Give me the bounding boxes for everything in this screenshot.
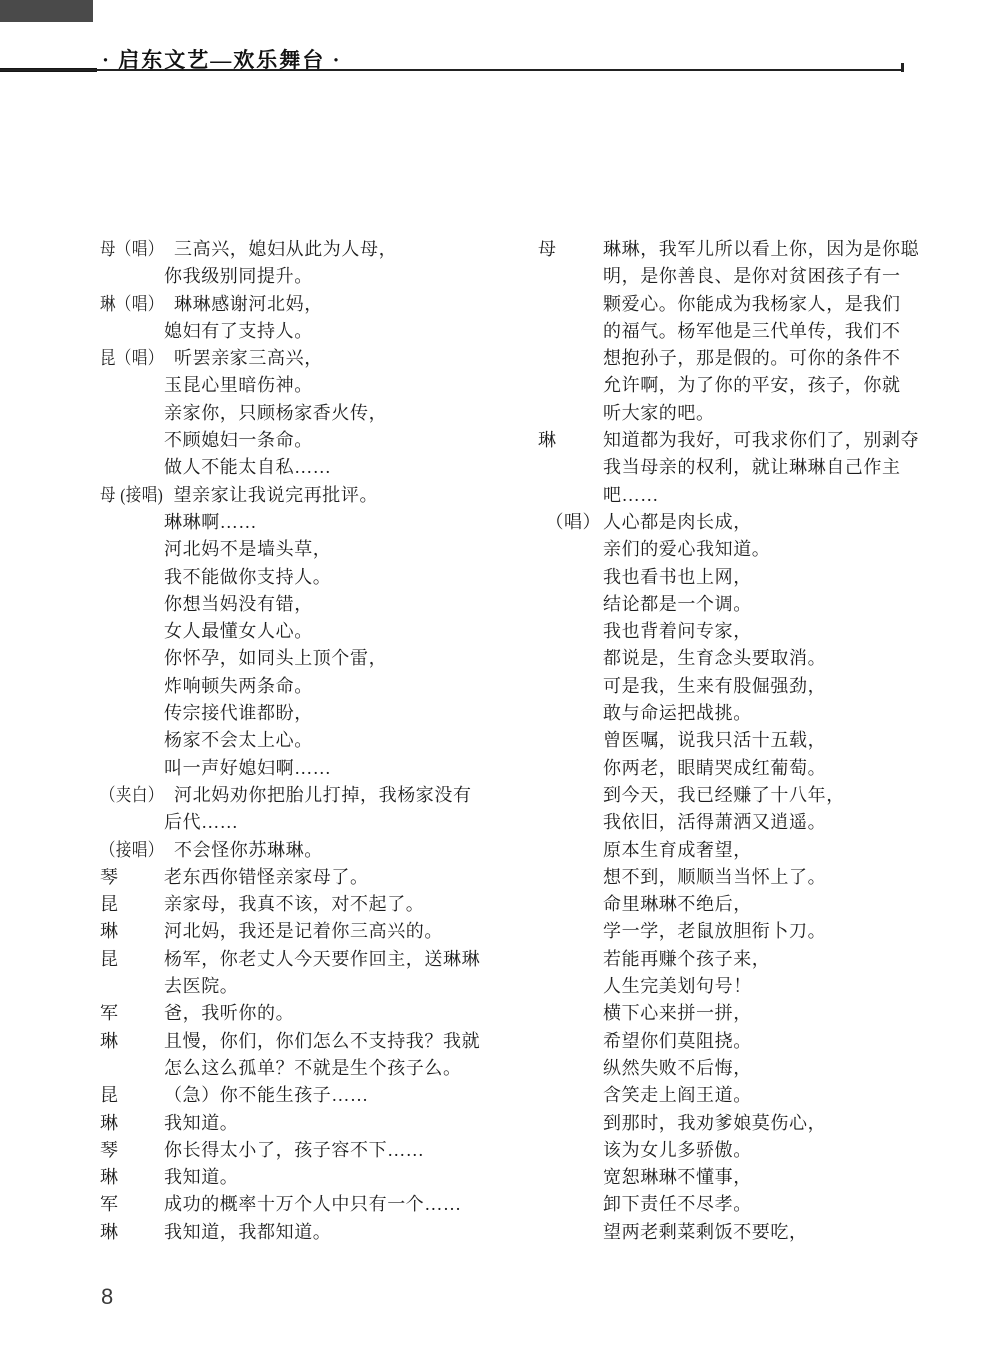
speaker-label: [100, 564, 164, 591]
script-line: [538, 536, 930, 563]
script-line: [100, 837, 492, 864]
line-text: 纵然失败不后悔，: [603, 1057, 752, 1078]
line-text: 你怀孕，如同头上顶个雷，: [164, 648, 388, 669]
speaker-label: [100, 372, 164, 399]
speaker-label: [100, 536, 164, 563]
masthead-block: [0, 0, 93, 22]
line-text: 想不到，顺顺当当怀上了。: [603, 866, 827, 887]
line-text: 炸响顿失两条命。: [164, 675, 313, 696]
script-line: [538, 372, 930, 399]
speaker-label: [538, 564, 603, 591]
script-line: [538, 591, 930, 618]
line-text: 我不能做你支持人。: [164, 566, 332, 587]
line-text: 玉昆心里暗伤神。: [164, 375, 313, 396]
line-text: 含笑走上阎王道。: [603, 1085, 752, 1106]
speaker-label: [100, 755, 164, 782]
line-text: 琳琳感谢河北妈，: [174, 293, 323, 314]
speaker-label: [100, 318, 164, 345]
script-line: [100, 1082, 492, 1109]
speaker-label: 军: [100, 1194, 119, 1215]
script-line: [100, 509, 492, 536]
line-text: 若能再赚个孩子来，: [603, 948, 771, 969]
line-text: 怎么这么孤单？不就是生个孩子么。: [164, 1057, 462, 1078]
speaker-label: [538, 1191, 603, 1218]
speaker-label: [538, 400, 603, 427]
speaker-label: [538, 454, 603, 481]
script-line: [100, 645, 492, 672]
line-text: 希望你们莫阻挠。: [603, 1030, 752, 1051]
speaker-label: [100, 454, 164, 481]
script-line: [100, 454, 492, 481]
script-line: [100, 618, 492, 645]
script-line: [100, 1137, 492, 1164]
line-text: 的福气。杨军他是三代单传，我们不: [603, 320, 901, 341]
line-text: 允许啊，为了你的平安，孩子，你就: [603, 375, 901, 396]
line-text: 不会怪你苏琳琳。: [174, 839, 323, 860]
line-text: 琳琳，我军儿所以看上你，因为是你聪: [603, 239, 920, 259]
line-text: 命里琳琳不绝后，: [603, 894, 752, 915]
line-text: 媳妇有了支持人。: [164, 320, 313, 341]
speaker-label: [538, 318, 603, 345]
speaker-label: 琴: [100, 866, 119, 887]
script-line: [538, 318, 930, 345]
script-line: [538, 509, 930, 536]
speaker-label: [100, 263, 164, 290]
line-text: 学一学，老鼠放胆衔卜刀。: [603, 921, 827, 942]
speaker-label: [538, 591, 603, 618]
line-text: 我知道，我都知道。: [164, 1221, 332, 1242]
speaker-label: 昆（唱）: [100, 348, 164, 369]
script-line: [100, 482, 492, 509]
script-line: [538, 645, 930, 672]
line-text: 都说是，生育念头要取消。: [603, 648, 827, 669]
script-line: [100, 291, 492, 318]
speaker-label: [538, 918, 603, 945]
script-line: [100, 400, 492, 427]
script-line: [538, 1055, 930, 1082]
script-line: [538, 482, 930, 509]
speaker-label: [538, 837, 603, 864]
script-line: [538, 1191, 930, 1218]
script-line: [100, 809, 492, 836]
script-line: [538, 427, 930, 454]
speaker-label: [538, 618, 603, 645]
script-line: [538, 291, 930, 318]
script-line: [100, 1191, 492, 1218]
speaker-label: 琳: [100, 1030, 119, 1051]
line-text: 听罢亲家三高兴，: [174, 348, 323, 369]
speaker-label: [538, 891, 603, 918]
speaker-label: [538, 1055, 603, 1082]
line-text: （急）你不能生孩子……: [164, 1085, 369, 1106]
line-text: 望亲家让我说完再批评。: [173, 484, 379, 505]
script-line: [100, 700, 492, 727]
speaker-label: 琳（唱）: [100, 293, 164, 314]
speaker-label: 昆: [100, 894, 119, 915]
speaker-label: [538, 782, 603, 809]
line-text: 叫一声好媳妇啊……: [164, 757, 332, 778]
script-line: [538, 918, 930, 945]
speaker-label: [538, 645, 603, 672]
speaker-label: 琳: [100, 1167, 119, 1188]
line-text: 河北妈，我还是记着你三高兴的。: [164, 921, 443, 942]
line-text: 你我级别同提升。: [164, 266, 313, 287]
speaker-label: [100, 645, 164, 672]
line-text: 人生完美划句号！: [603, 976, 752, 997]
speaker-label: [100, 673, 164, 700]
right-column: [538, 236, 930, 1246]
line-text: 结论都是一个调。: [603, 593, 752, 614]
script-line: [538, 755, 930, 782]
speaker-label: [538, 1082, 603, 1109]
line-text: 女人最懂女人心。: [164, 621, 313, 642]
speaker-label: [538, 1028, 603, 1055]
script-line: [100, 318, 492, 345]
line-text: 亲家母，我真不该，对不起了。: [164, 894, 425, 915]
script-line: [100, 427, 492, 454]
line-text: 我也背着问专家，: [603, 621, 752, 642]
section-title: · 启东文艺—欢乐舞台 ·: [102, 48, 342, 72]
script-line: [100, 345, 492, 372]
speaker-label: [100, 618, 164, 645]
line-text: 原本生育成奢望，: [603, 839, 752, 860]
speaker-label: [538, 864, 603, 891]
speaker-label: [538, 946, 603, 973]
line-text: 吧……: [603, 484, 659, 505]
speaker-label: 琳: [100, 1112, 119, 1133]
speaker-label: 军: [100, 1003, 119, 1024]
speaker-label: [538, 809, 603, 836]
script-line: [100, 236, 492, 263]
line-text: 亲们的爱心我知道。: [603, 539, 771, 560]
speaker-label: [538, 700, 603, 727]
speaker-label: 琳: [100, 1221, 119, 1242]
line-text: 你想当妈没有错，: [164, 593, 313, 614]
script-line: [100, 973, 492, 1000]
left-column: [100, 236, 492, 1246]
page-number: 8: [101, 1284, 114, 1309]
line-text: 河北妈劝你把胎儿打掉，我杨家没有: [174, 784, 472, 805]
speaker-label: 琳: [538, 430, 557, 451]
speaker-label: [538, 345, 603, 372]
script-line: [538, 1219, 930, 1246]
script-line: [100, 564, 492, 591]
script-line: [100, 1110, 492, 1137]
script-line: [538, 618, 930, 645]
speaker-label: 昆: [100, 1085, 119, 1106]
script-line: [538, 345, 930, 372]
script-line: [100, 591, 492, 618]
script-line: [538, 727, 930, 754]
speaker-label: [538, 372, 603, 399]
speaker-label: [100, 727, 164, 754]
line-text: 我依旧，活得萧洒又逍遥。: [603, 812, 827, 833]
script-line: [100, 372, 492, 399]
script-line: [538, 891, 930, 918]
script-line: [538, 454, 930, 481]
line-text: 琳琳啊……: [164, 511, 257, 532]
line-text: 亲家你，只顾杨家香火传，: [164, 402, 388, 423]
script-line: [100, 918, 492, 945]
line-text: 去医院。: [164, 976, 239, 997]
line-text: 杨军，你老丈人今天要作回主，送琳琳: [164, 948, 481, 969]
line-text: 且慢，你们，你们怎么不支持我？我就: [164, 1030, 481, 1051]
line-text: 河北妈不是墙头草，: [164, 539, 332, 560]
speaker-label: 昆: [100, 948, 119, 969]
script-line: [100, 1000, 492, 1027]
speaker-label: [538, 1219, 603, 1246]
script-line: [538, 1082, 930, 1109]
speaker-label: [538, 536, 603, 563]
line-text: 不顾媳妇一条命。: [164, 430, 313, 451]
line-text: 传宗接代谁都盼，: [164, 703, 313, 724]
script-line: [100, 1028, 492, 1055]
script-line: [538, 1000, 930, 1027]
speaker-label: [538, 727, 603, 754]
script-line: [100, 1219, 492, 1246]
speaker-label: 母 (接唱): [100, 484, 164, 505]
script-line: [100, 536, 492, 563]
script-line: [538, 782, 930, 809]
speaker-label: [100, 809, 164, 836]
script-line: [100, 727, 492, 754]
line-text: 敢与命运把战挑。: [603, 703, 752, 724]
script-line: [538, 809, 930, 836]
line-text: 颗爱心。你能成为我杨家人，是我们: [603, 293, 901, 314]
script-line: [538, 973, 930, 1000]
script-line: [538, 837, 930, 864]
speaker-label: [538, 1000, 603, 1027]
speaker-label: [538, 973, 603, 1000]
speaker-label: [100, 591, 164, 618]
speaker-label: （接唱）: [100, 839, 164, 860]
script-line: [100, 1164, 492, 1191]
script-line: [100, 946, 492, 973]
line-text: 到今天，我已经赚了十八年，: [603, 784, 845, 805]
speaker-label: 琳: [100, 921, 119, 942]
script-line: [538, 864, 930, 891]
line-text: 知道都为我好，可我求你们了，别剥夺: [603, 430, 920, 451]
script-line: [100, 755, 492, 782]
speaker-label: [100, 509, 164, 536]
script-line: [538, 564, 930, 591]
speaker-label: 琴: [100, 1139, 119, 1160]
script-line: [538, 946, 930, 973]
line-text: 你两老，眼睛哭成红葡萄。: [603, 757, 827, 778]
line-text: 爸，我听你的。: [164, 1003, 295, 1024]
line-text: 我也看书也上网，: [603, 566, 752, 587]
speaker-label: [538, 482, 603, 509]
line-text: 我知道。: [164, 1112, 239, 1133]
speaker-label: [538, 673, 603, 700]
line-text: 曾医嘱，说我只活十五载，: [603, 730, 827, 751]
script-line: [538, 263, 930, 290]
script-line: [100, 891, 492, 918]
line-text: 你长得太小了，孩子容不下……: [164, 1139, 425, 1160]
speaker-label: [538, 755, 603, 782]
line-text: 明，是你善良、是你对贫困孩子有一: [603, 266, 901, 287]
line-text: 成功的概率十万个人中只有一个……: [164, 1194, 462, 1215]
speaker-label: [100, 700, 164, 727]
line-text: 听大家的吧。: [603, 402, 715, 423]
line-text: 想抱孙子，那是假的。可你的条件不: [603, 348, 901, 369]
line-text: 老东西你错怪亲家母了。: [164, 866, 369, 887]
script-line: [538, 400, 930, 427]
speaker-label: [538, 1137, 603, 1164]
script-line: [538, 1137, 930, 1164]
script-line: [100, 782, 492, 809]
script-line: [100, 673, 492, 700]
script-line: [538, 236, 930, 263]
speaker-label: [100, 973, 164, 1000]
script-line: [100, 864, 492, 891]
script-line: [538, 700, 930, 727]
line-text: 该为女儿多骄傲。: [603, 1139, 752, 1160]
script-line: [538, 673, 930, 700]
line-text: 人心都是肉长成，: [603, 511, 752, 532]
speaker-label: （夹白）: [100, 784, 164, 805]
speaker-label: 母（唱）: [100, 239, 164, 259]
line-text: 望两老剩菜剩饭不要吃，: [603, 1221, 808, 1242]
script-line: [538, 1164, 930, 1191]
script-line: [538, 1028, 930, 1055]
script-line: [100, 1055, 492, 1082]
script-line: [538, 1110, 930, 1137]
line-text: 可是我，生来有股倔强劲，: [603, 675, 827, 696]
header-rule-tick: [901, 63, 904, 72]
line-text: 卸下责任不尽孝。: [603, 1194, 752, 1215]
speaker-label: [538, 291, 603, 318]
line-text: 到那时，我劝爹娘莫伤心，: [603, 1112, 827, 1133]
speaker-label: [100, 1055, 164, 1082]
line-text: 我当母亲的权利，就让琳琳自己作主: [603, 457, 901, 478]
speaker-label: [538, 1110, 603, 1137]
speaker-label: 母: [538, 239, 557, 259]
line-text: 后代……: [164, 812, 239, 833]
line-text: 横下心来拼一拼，: [603, 1003, 752, 1024]
speaker-label: [538, 263, 603, 290]
line-text: 三高兴，媳妇从此为人母，: [174, 239, 398, 259]
speaker-label: [100, 427, 164, 454]
script-line: [100, 263, 492, 290]
line-text: 杨家不会太上心。: [164, 730, 313, 751]
speaker-label: （唱）: [545, 511, 601, 532]
line-text: 宽恕琳琳不懂事，: [603, 1167, 752, 1188]
speaker-label: [100, 400, 164, 427]
speaker-label: [538, 1164, 603, 1191]
line-text: 做人不能太自私……: [164, 457, 332, 478]
line-text: 我知道。: [164, 1167, 239, 1188]
